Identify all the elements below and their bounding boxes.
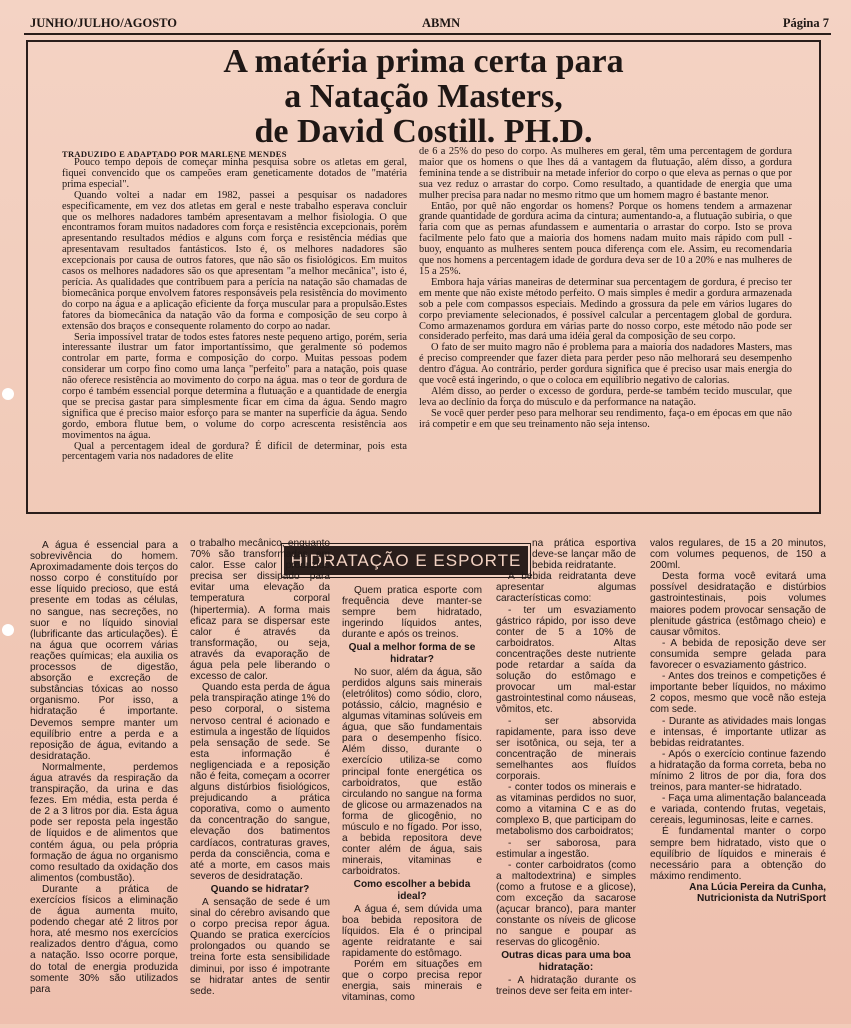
paragraph: É fundamental manter o corpo sempre bem hidratado, visto que o equilíbrio de líquidos e minerais é necessário para a obtenção do máximo rendimento. — [650, 826, 826, 882]
header-page-number: Página 7 — [782, 16, 829, 30]
paragraph: Desta forma você evitará uma possível desidratação e distúrbios gastrointestinais, pois volumes maiores podem provocar sensação de plenitude gástrica (estômago cheio) e causar vômitos. — [650, 571, 826, 638]
header-issue: JUNHO/JULHO/AGOSTO — [30, 16, 178, 30]
paragraph: A sensação de sede é um sinal do cérebro avisando que o corpo precisa repor água. Quando se pratica exercícios prolongados ou quando se treina forte esta sensibilidade diminui, por isso é impotrante se hidratar antes de sentir sede. — [190, 897, 330, 997]
list-item: - ter um esvaziamento gástrico rápido, por isso deve conter de 5 a 10% de carboidratos. Altas concentrações deste nutriente pode retardar a saída da solução do estômago e provocar um mal-estar gastrointestinal como náuseas, vômitos, etc. — [496, 604, 636, 716]
paragraph: A água é, sem dúvida uma boa bebida repositora de líquidos. Ela é o principal agente reidratante e sai rapidamente do estômago. — [342, 903, 482, 959]
paragraph: O fato de ser muito magro não é problema para a maioria dos nadadores Masters, mas é preciso compreender que fazer dieta para perder peso não melhorará seu desempenho dentro d'água. Ao contrário, perder gordura significa que é preciso usar mais energia do que você está ingerindo, o que o coloca em equilíbrio negativo de calorias. — [419, 342, 792, 387]
paragraph: A bebida reidratanta deve apresentar algumas características como: — [496, 571, 636, 605]
paragraph: Quando esta perda de água pela transpiração atinge 1% do peso corporal, o sistema nervoso central é acionado e estimula a ingestão de líquidos pela sensação de sede. Se esta informação é negligenciada e a reposição não é feita, começam a ocorrer alguns distúrbios fisiológicos, prejudicando a prática coporativa, como o aumento da concentração do sangue, elevação dos batimentos cardíacos, contraturas graves, perda da consciência, coma e até a morte, em casos mais severos de desidratação. — [190, 682, 330, 882]
paragraph: Normalmente, perdemos água através da respiração da transpiração, da urina e das fezes. Em média, esta perda é de 2 a 3 litros por dia. Esta água pode ser reposta pela ingestão de líquidos e de alimentos que contém água, ou pela própria formação de água no organismo como resultado da oxidação dos alimentos (combustão). — [30, 761, 178, 884]
section-banner: HIDRATAÇÃO E ESPORTE — [282, 544, 530, 577]
article-column-right — [419, 147, 792, 497]
paragraph: A água é essencial para a sobrevivência do homem. Aproximadamente dois terços do nosso corpo é constituído por esse líquido precioso, que está presente em todas as células, no sangue, nas secreções, no suor e no líquido sinovial (lubrificante das articulações). É na água que ocorrem várias reações químicas; ela auxilia os processos de digestão, absorção e excreção de substâncias tóxicas ao nosso organismo. Por isso, a hidratação é importante. Devemos sempre manter um equilíbrio entre a perda e a reposição de água, evitando a desidratação. — [30, 540, 178, 762]
list-item: - A hidratação durante os treinos deve ser feita em inter- — [496, 974, 636, 997]
paragraph: de 6 a 25% do peso do corpo. As mulheres em geral, têm uma percentagem de gordura maior que os homens o que lhes dá a vantagem da flutuação, além disso, a gordura feminina tende a se distribuir na metade inferior do corpo o que eleva as pernas o que por sua vez reduz o arrastar do corpo. Como resultado, a quantidade de energia que uma mulher precisa para nadar no mesmo ritmo que um homem magro é bastante menor. — [419, 147, 792, 201]
paragraph: No suor, além da água, são perdidos alguns sais minerais (eletrólitos) como sódio, cloro, potássio, cálcio, magnésio e algumas vitaminas solúveis em água, que são fundamentais para o desempenho físico. Além disso, durante o exercício utiliza-se como principal fonte energética os carboidratos, que estão circulando no sangue na forma de glicose ou armazenados na forma de glicogênio, no músculo e no fígado. Por isso, a bebida repositora deve conter além de água, sais minerais, vitaminas e carboidratos. — [342, 666, 482, 878]
subheading: Quando se hidratar? — [210, 883, 310, 895]
paragraph: Quando voltei a nadar em 1982, passei a pesquisar os nadadores especificamente, em vez dos atletas em geral e neste trabalho esperava concluir que os melhores nadadores também apresentavam a melhor fisiologia. O que encontramos foram muitos nadadores com força e resistência excepcionais, porém apresentando resultados médios e alguns com força e resistência médias que apresentavam resultados fantásticos. Isto é, os melhores nadadores são excepcionais por causa de outros fatores, que não são os fisiológicos. Em muitos casos os melhores nadadores são os que apresentam "a melhor mecânica", isto é, perícia. As qualidades que contribuem para a perícia na natação são chamadas de biomecânica porque envolvem fatores responsáveis pela resistência do movimento do corpo na água e a aplicação eficiente da força muscular para a propulsão.Estes fatores da biomecânica da natação vão da forma e composição de seu corpo à extensão dos braços e consequente rolamento do corpo ao nadar. — [62, 189, 407, 332]
article-title — [26, 44, 821, 149]
page-header — [30, 16, 829, 32]
paragraph: Então, por quê não engordar os homens? Porque os homens tendem a armazenar grande quantidade de gordura acima da cintura; aumentando-a, a flutuação subiria, o que faria com que as pernas afundassem e aumentaria o arrastar do corpo. Isto se prova facilmente pelo fato que a maioria dos homens nadam muito mais rápido com pull - buoy, enquanto as mulheres sentem pouca diferença com ele. Assim, eu recomendaria que nos homens a percentagem idade de gordura deva ser de 10 a 20% e nas mulheres de 15 a 25%. — [419, 200, 792, 277]
list-item: - Antes dos treinos e competições é importante beber líquidos, no máximo 2 copos, mesmo que você não esteja com sede. — [650, 671, 826, 716]
translation-credit: TRADUZIDO E ADAPTADO POR MARLENE MENDES — [62, 149, 287, 159]
hydration-column-4 — [496, 538, 636, 1018]
hydration-column-3 — [342, 585, 482, 1023]
title-line-3: de David Costill. PH.D. — [254, 113, 593, 150]
paragraph: Pouco tempo depois de começar minha pesquisa sobre os atletas em geral, fiquei convencido que os campeões eram geneticamente dotados de "matéria prima especial". — [62, 158, 407, 190]
paragraph: Porém em situações em que o corpo precisa repor energia, sais minerais e vitaminas, como — [342, 959, 482, 1004]
list-item: - Após o exercício continue fazendo a hidratação da forma correta, beba no mínimo 2 litros de por dia, fora dos treinos, para manter-se hidratado. — [650, 748, 826, 794]
paragraph: Embora haja várias maneiras de determinar sua percentagem de gordura, é preciso ter em mente que não existe método perfeito. O mais simples é medir a gordura armazenada sob a pele com compassos especiais. Medindo a grossura da pele em vários lugares do corpo previamente selecionados, é possível calcular a percentagem global de gordura. Como armazenamos gordura em várias parte do nosso corpo, este método não pode ser considerado perfeito, mas dará uma idéia geral da composição de seu corpo. — [419, 276, 792, 343]
header-divider — [24, 33, 831, 35]
list-item: - ser absorvida rapidamente, para isso deve ser isotônica, ou seja, ter a concentração de minerais semelhantes aos fluídos corporais. — [496, 715, 636, 782]
paragraph: Durante a prática de exercícios físicos a eliminação de água aumenta muito, podendo chegar até 2 litros por hora, até mesmo nos exercícios realizados dentro d'água, como a natação. Isso ocorre porque, do total de energia produzida somente 30% são utilizados para — [30, 883, 178, 995]
paragraph: o trabalho mecânico, enquanto 70% são transformadas em calor. Esse calor produzido precisa ser dissipado para evitar uma elevação da temperatura corporal (hipertermia). A forma mais eficaz para se dispersar este calor é através da transformação, ou seja, através da evaporação de água pela pele liberando o excesso de calor. — [190, 538, 330, 683]
subheading: Como escolher a bebida ideal? — [353, 879, 471, 902]
list-item: - Durante as atividades mais longas e intensas, é importante utlizar as bebidas reidratantes. — [650, 715, 826, 749]
hydration-column-2 — [190, 538, 330, 1028]
list-item: - A bebida de reposição deve ser consumida sempre gelada para favorecer o esvaziamento gástrico. — [650, 637, 826, 672]
punch-hole — [2, 624, 14, 636]
subheading: Outras dicas para uma boa hidratação: — [501, 950, 631, 973]
list-item: - conter todos os minerais e as vitaminas perdidos no suor, como a vitamina C e as do complexo B, que participam do metabolismo dos carboidratos; — [496, 782, 636, 838]
header-publication: ABMN — [422, 16, 461, 30]
paragraph: valos regulares, de 15 a 20 minutos, com volumes pequenos, de 150 a 200ml. — [650, 538, 826, 572]
list-item: - conter carboidratos (como a maltodextrina) e simples (como a frutose e a glicose), com exceção da sacarose (açucar branco), para manter constante os níveis de glicose no sangue e poupar as reservas do glicogênio. — [496, 859, 636, 949]
title-line-2: a Natação Masters, — [284, 78, 563, 115]
hydration-column-5 — [650, 538, 826, 1018]
paragraph: Qual a percentagem ideal de gordura? É difícil de determinar, pois esta percentagem varia nos nadadores de elite — [62, 440, 407, 463]
title-line-1: A matéria prima certa para — [223, 43, 624, 80]
paragraph: Se você quer perder peso para melhorar seu rendimento, faça-o em épocas em que não irá competir e em que seu treinamento não seja intenso. — [419, 407, 792, 430]
punch-hole — [2, 388, 14, 400]
hydration-column-1 — [30, 540, 178, 1020]
paragraph: na prática esportiva deve-se lançar mão de bebida reidratante. — [532, 538, 636, 572]
author-signature: Ana Lúcia Pereira da Cunha, Nutricionista da NutriSport — [689, 881, 826, 904]
article-column-left — [62, 158, 407, 498]
subheading: Qual a melhor forma de se hidratar? — [348, 642, 476, 665]
list-item: - ser saborosa, para estimular a ingestão. — [496, 837, 636, 860]
paragraph: Quem pratica esporte com frequência deve manter-se sempre bem hidratado, ingerindo líquidos antes, durante e após os treinos. — [342, 585, 482, 641]
paragraph: Além disso, ao perder o excesso de gordura, perde-se também tecido muscular, que leva ao declínio da força do músculo e da performance na natação. — [419, 385, 792, 408]
list-item: - Faça uma alimentação balanceada e variada, contendo frutas, vegetais, cereais, leguminosas, leite e carnes. — [650, 793, 826, 827]
paragraph: Seria impossível tratar de todos estes fatores neste pequeno artigo, porém, seria interessante ilustrar um fator importantíssimo, que geralmente só podemos controlar em parte, forma e composição do corpo. Muitas pessoas podem considerar um corpo fino como uma lança "perfeito" para a natação, pois quase não oferece resistência ao movimento do corpo na água. mas o teor de gordura de corpo é também essencial porque determina a flutuação e a quantidade de energia que se precisa gastar para simplesmente ficar em cima da água. Sendo magro significa que é preciso maior esforço para se manter na superfície da água. Sendo gordo, embora flutue bem, o volume do corpo acrescenta resistência aos movimentos na água. — [62, 331, 407, 441]
